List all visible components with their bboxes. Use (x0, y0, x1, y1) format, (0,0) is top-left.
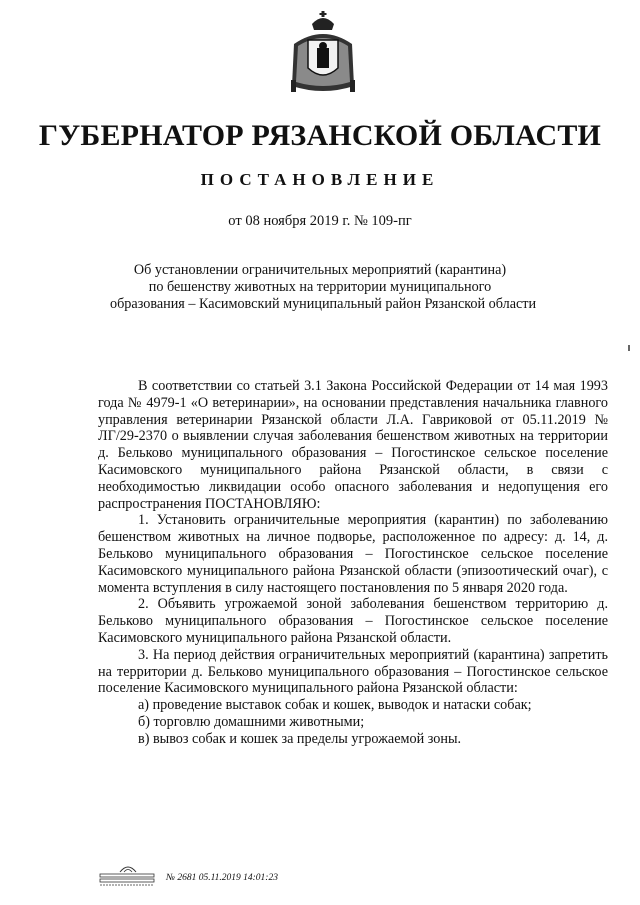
registration-footer (98, 862, 398, 888)
registration-number: № 2681 05.11.2019 14:01:23 (166, 873, 278, 883)
document-body (98, 378, 608, 748)
subject-line: Об установлении ограничительных мероприятий (карантина) (133, 262, 507, 278)
document-subject (110, 262, 537, 313)
preamble-paragraph: В соответствии со статьей 3.1 Закона Российской Федерации от 14 мая 1993 года № 4979-1 «О ветеринарии», на основании представления начальника главного управления ветеринарии Рязанской области Л.А. Гавриковой от 05.11.2019 № ЛГ/29-2370 о выявлении случая заболевания бешенством животных на территории д. Бельково муниципального образования – Погостинское сельское поселение Касимовского муниципального района Рязанской области, в связи с необходимостью ликвидации особо опасного заболевания и недопущения его распространения ПОСТАНОВЛЯЮ: (98, 378, 608, 512)
subject-line: образования – Касимовский муниципальный район Рязанской области (110, 296, 537, 312)
subitem: б) торговлю домашними животными; (138, 713, 365, 730)
margin-mark (628, 345, 630, 351)
issuer-title: ГУБЕРНАТОР РЯЗАНСКОЙ ОБЛАСТИ (38, 119, 602, 152)
clause-paragraph: 2. Объявить угрожаемой зоной заболевания бешенством территорию д. Бельково муниципального образования – Погостинское сельское поселение Касимовского муниципального района Рязанской области. (98, 596, 608, 646)
clause-paragraph: 1. Установить ограничительные мероприятия (карантин) по заболеванию бешенством животных на личное подворье, расположенное по адресу: д. 14, д. Бельково муниципального образования – Погостинское сельское поселение Касимовского муниципального района Рязанской области (эпизоотический очаг), с момента вступления в силу настоящего постановления по 5 января 2020 года. (98, 512, 608, 596)
subitem: в) вывоз собак и кошек за пределы угрожаемой зоны. (138, 730, 462, 747)
subject-line: по бешенству животных на территории муниципального (148, 279, 492, 295)
document-type: ПОСТАНОВЛЕНИЕ (200, 170, 440, 189)
document-date-number: от 08 ноября 2019 г. № 109-пг (228, 213, 412, 229)
clause-paragraph: 3. На период действия ограничительных мероприятий (карантина) запретить на территории д. Бельково муниципального образования – Погостинское сельское поселение Касимовского муниципального района Рязанской области: (98, 646, 608, 697)
registration-stamp-icon (98, 862, 156, 888)
subitem: а) проведение выставок собак и кошек, выводок и натаски собак; (138, 697, 532, 714)
coat-of-arms-icon (288, 10, 358, 96)
